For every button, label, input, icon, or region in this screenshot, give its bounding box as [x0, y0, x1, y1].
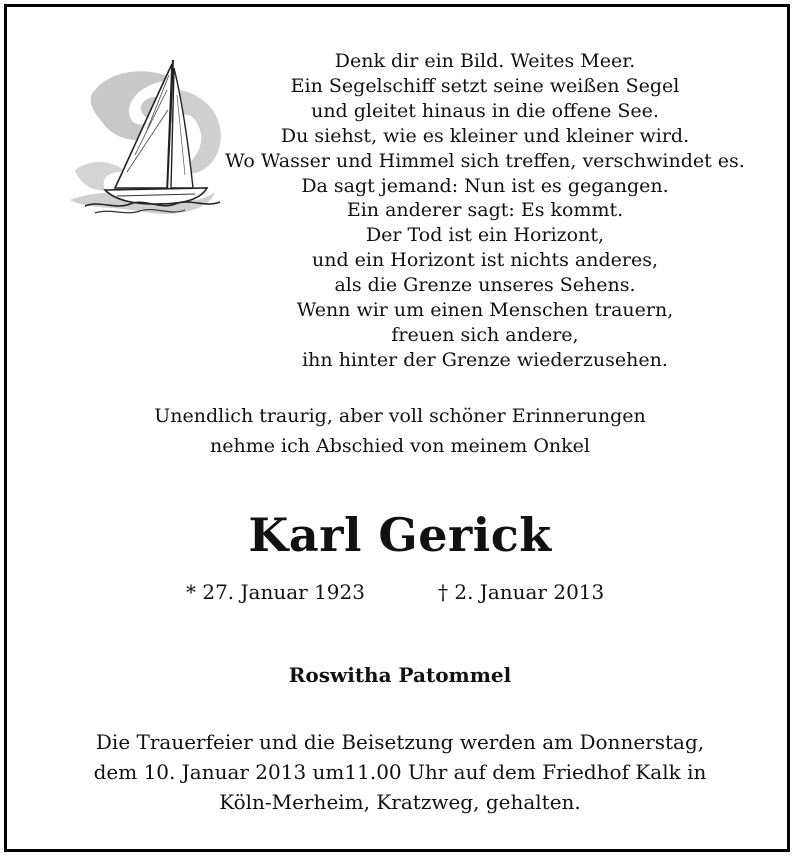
- poem-line: Der Tod ist ein Horizont,: [365, 224, 605, 247]
- poem-line: Denk dir ein Bild. Weites Meer.: [334, 50, 636, 72]
- intro-line: Unendlich traurig, aber voll schöner Erinnerungen: [154, 405, 646, 427]
- poem-line: Du siehst, wie es kleiner und kleiner wird.: [280, 124, 690, 147]
- poem-line: Da sagt jemand: Nun ist es gegangen.: [301, 174, 669, 197]
- funeral-line: Die Trauerfeier und die Beisetzung werden am Donnerstag,: [95, 730, 705, 754]
- intro-text: [0, 401, 800, 461]
- poem-line: und gleitet hinaus in die offene See.: [311, 99, 659, 122]
- poem-line: Ein anderer sagt: Es kommt.: [346, 199, 624, 222]
- deceased-name: Karl Gerick: [248, 508, 552, 562]
- funeral-line: Köln-Merheim, Kratzweg, gehalten.: [219, 790, 581, 814]
- mourner-name: Roswitha Patommel: [288, 663, 512, 687]
- poem-line: Ein Segelschiff setzt seine weißen Segel: [290, 74, 680, 97]
- poem-line: und ein Horizont ist nichts anderes,: [311, 249, 658, 272]
- poem: [200, 49, 770, 373]
- poem-line: freuen sich andere,: [391, 323, 579, 346]
- poem-line: ihn hinter der Grenze wiederzusehen.: [302, 348, 668, 371]
- poem-line: Wo Wasser und Himmel sich treffen, verschwindet es.: [225, 149, 745, 172]
- funeral-line: dem 10. Januar 2013 um11.00 Uhr auf dem Friedhof Kalk in: [93, 760, 707, 784]
- birth-date: * 27. Januar 1923: [186, 580, 365, 604]
- poem-line: als die Grenze unseres Sehens.: [334, 274, 636, 297]
- funeral-notice: [0, 727, 800, 817]
- death-date: † 2. Januar 2013: [438, 580, 605, 604]
- poem-line: Wenn wir um einen Menschen trauern,: [296, 299, 674, 322]
- intro-line: nehme ich Abschied von meinem Onkel: [209, 435, 591, 457]
